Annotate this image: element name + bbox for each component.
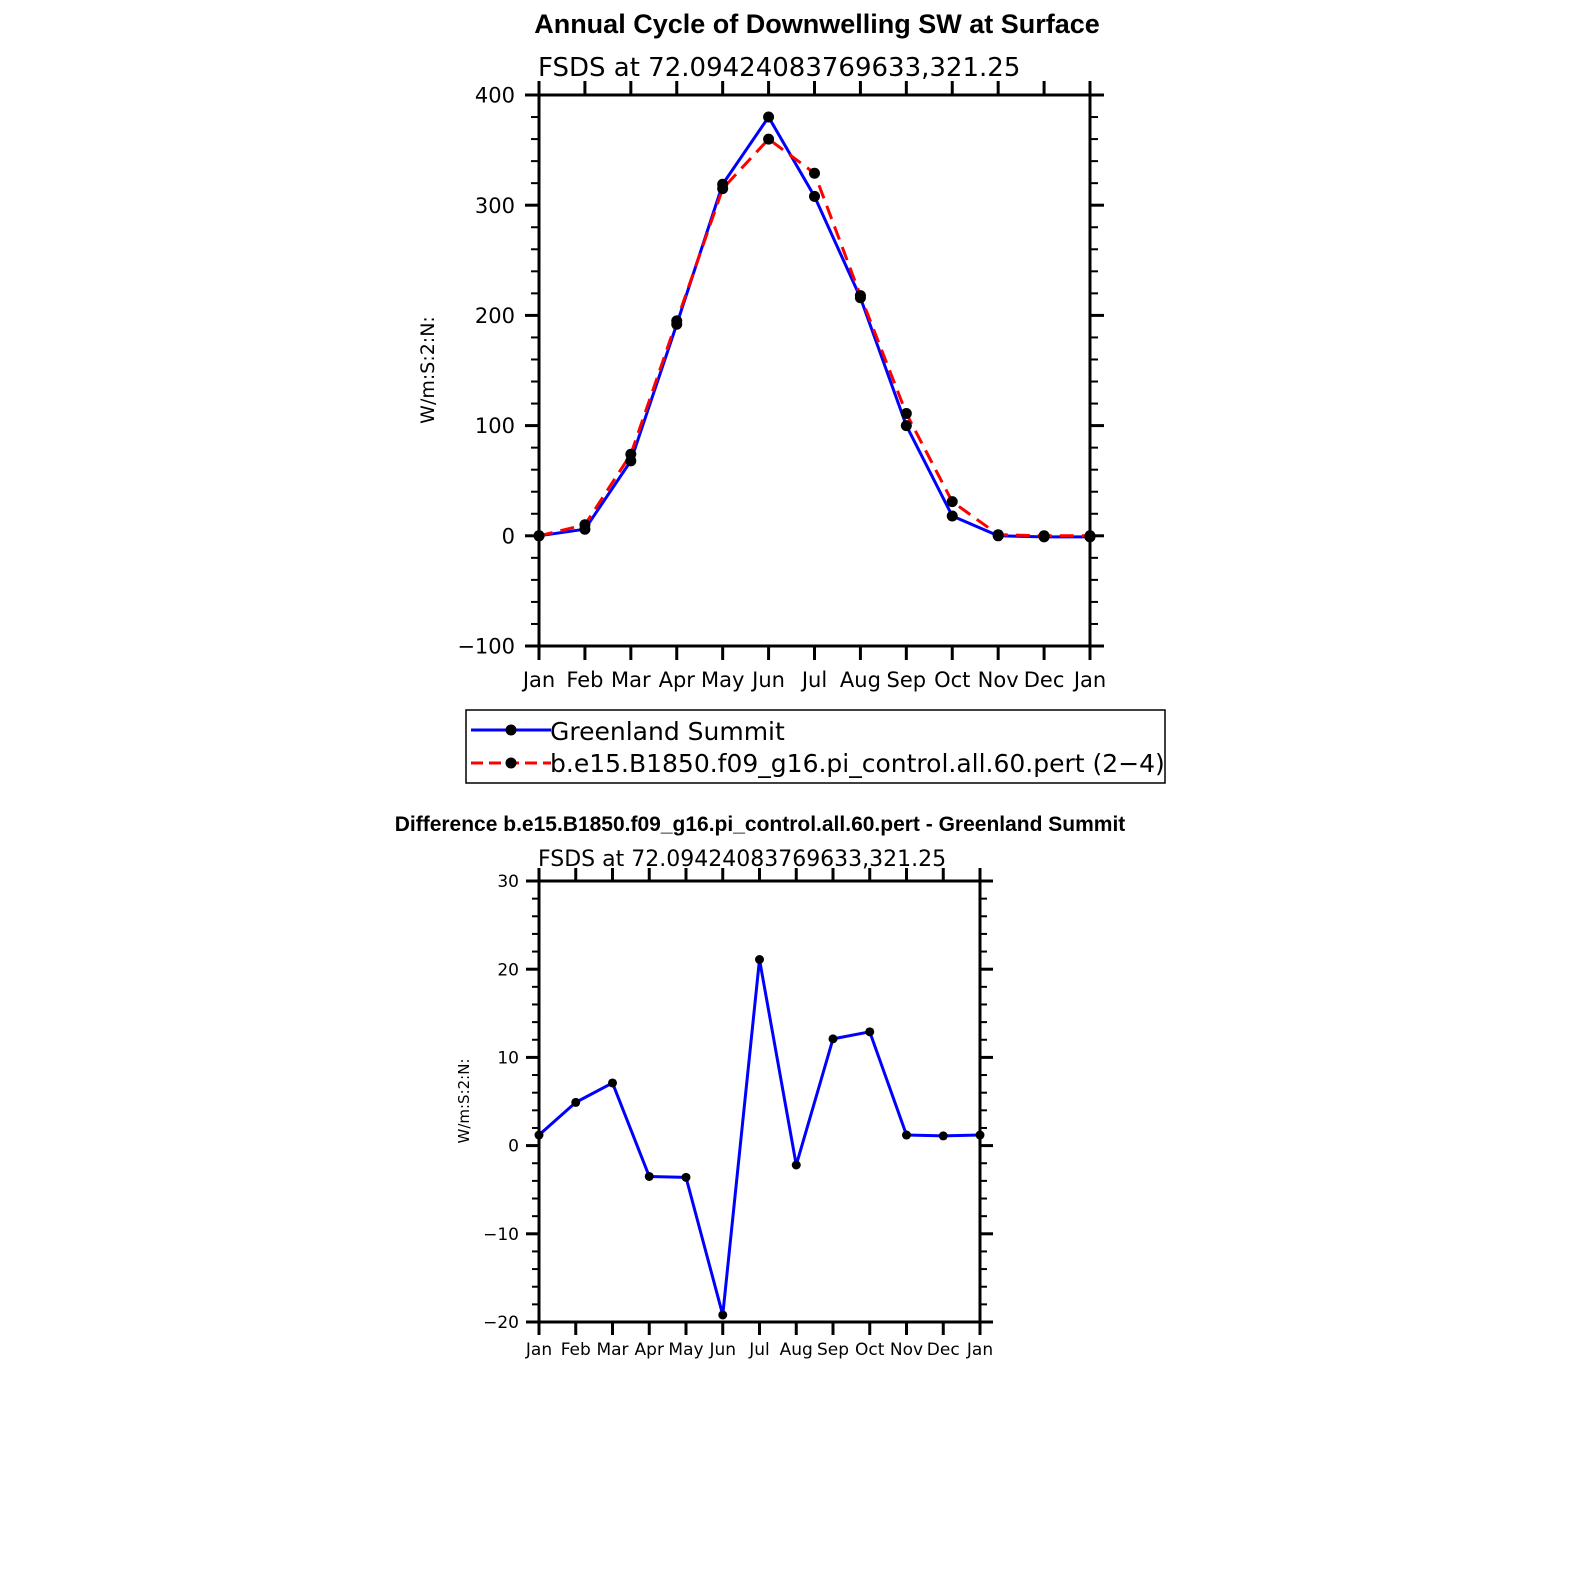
x-tick-label: Nov [977, 668, 1019, 692]
data-point [792, 1161, 801, 1170]
x-tick-label: Sep [886, 668, 927, 692]
data-point [755, 955, 764, 964]
x-tick-label: Mar [596, 1340, 629, 1360]
legend-label: Greenland Summit [550, 717, 785, 746]
data-point [717, 183, 728, 194]
data-point [682, 1173, 691, 1182]
y-tick-label: 200 [474, 303, 515, 328]
y-tick-label: 0 [508, 1136, 519, 1157]
y-tick-label: −20 [483, 1313, 519, 1334]
tick-marks [526, 868, 993, 1335]
x-tick-label: Jan [525, 1340, 553, 1360]
data-point [718, 1310, 727, 1319]
x-tick-label: Feb [560, 1340, 591, 1360]
x-tick-label: May [700, 668, 745, 692]
x-tick-label: Jun [752, 668, 785, 692]
x-tick-label: Dec [926, 1340, 960, 1360]
y-tick-label: 30 [497, 872, 519, 893]
legend [466, 710, 1165, 783]
data-point [993, 529, 1004, 540]
annual-cycle-chart [417, 9, 1165, 783]
legend-item-greenland-summit [471, 717, 785, 746]
data-point [947, 496, 958, 507]
data-point [939, 1131, 948, 1140]
data-point [901, 420, 912, 431]
x-tick-label: Dec [1023, 668, 1065, 692]
x-tick-label: Jan [1073, 668, 1107, 692]
x-tick-label: Apr [658, 668, 695, 692]
x-tick-label: Jun [709, 1340, 737, 1360]
y-tick-label: 0 [501, 524, 515, 549]
y-tick-label: −10 [483, 1224, 519, 1245]
data-point [625, 449, 636, 460]
legend-marker [506, 758, 517, 769]
data-point [809, 191, 820, 202]
x-tick-label: Jan [522, 668, 556, 692]
x-tick-label: Mar [611, 668, 651, 692]
x-tick-label: Sep [816, 1340, 850, 1360]
data-point [865, 1027, 874, 1036]
x-tick-label: Jul [749, 1340, 770, 1360]
series-lines [539, 959, 980, 1314]
y-tick-label: 400 [474, 83, 515, 108]
difference-chart [395, 813, 1126, 1360]
x-tick-label: May [668, 1340, 704, 1360]
legend-item-pi-control [471, 749, 1165, 778]
x-tick-label: Jul [801, 668, 828, 692]
y-tick-label: 20 [497, 960, 519, 981]
data-point [809, 168, 820, 179]
x-tick-label: Oct [855, 1340, 885, 1360]
chart-title: Difference b.e15.B1850.f09_g16.pi_control.all.60.pert - Greenland Summit [394, 813, 1126, 836]
data-point [855, 290, 866, 301]
series-lines [539, 117, 1090, 537]
x-tick-label: Jan [966, 1340, 994, 1360]
data-points [535, 955, 985, 1319]
chart-title: Annual Cycle of Downwelling SW at Surface [534, 9, 1100, 39]
y-axis-label: W/m:S:2:N: [455, 1058, 473, 1144]
data-point [947, 510, 958, 521]
chart-subtitle: FSDS at 72.09424083769633,321.25 [538, 847, 947, 872]
data-point [579, 519, 590, 530]
tick-labels [457, 84, 1106, 692]
legend-label: b.e15.B1850.f09_g16.pi_control.all.60.pert (2−4) [550, 749, 1165, 778]
data-point [608, 1078, 617, 1087]
x-tick-label: Apr [634, 1340, 664, 1360]
x-tick-label: Feb [566, 668, 604, 692]
data-point [763, 134, 774, 145]
data-point [671, 315, 682, 326]
y-tick-label: 300 [474, 193, 515, 218]
data-point [645, 1172, 654, 1181]
data-point [763, 112, 774, 123]
x-tick-label: Nov [889, 1340, 924, 1360]
x-tick-label: Aug [839, 668, 881, 692]
series-line-0 [539, 959, 980, 1314]
chart-subtitle: FSDS at 72.09424083769633,321.25 [538, 53, 1021, 83]
plot-frame [539, 881, 980, 1322]
data-point [901, 408, 912, 419]
series-line-0 [539, 117, 1090, 537]
y-tick-label: −100 [457, 634, 515, 659]
data-point [902, 1131, 911, 1140]
y-axis-label: W/m:S:2:N: [417, 316, 439, 424]
legend-marker [506, 725, 517, 736]
y-tick-label: 10 [497, 1048, 519, 1069]
y-tick-label: 100 [474, 414, 515, 439]
data-point [1039, 530, 1050, 541]
data-point [571, 1098, 580, 1107]
x-tick-label: Aug [779, 1340, 813, 1360]
x-tick-label: Oct [934, 668, 971, 692]
data-point [829, 1034, 838, 1043]
